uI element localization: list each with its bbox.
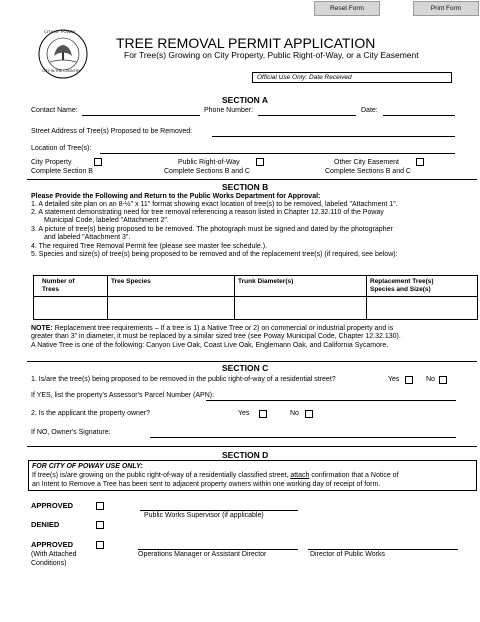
col-header-number-1: Number of bbox=[42, 278, 75, 285]
note-line-3: A Native Tree is one of the following: Canyon Live Oak, Coast Live Oak, Englemann Oak, and California Sycamore. bbox=[31, 342, 389, 349]
conditions-label: Conditions) bbox=[31, 560, 67, 567]
section-b-title: SECTION B bbox=[222, 182, 269, 192]
city-easement-sub-label: Complete Sections B and C bbox=[325, 168, 411, 175]
official-use-box bbox=[252, 72, 452, 83]
contact-name-label: Contact Name: bbox=[31, 107, 78, 114]
col-header-replacement-1: Replacement Tree(s) bbox=[370, 278, 434, 285]
q2-yes-checkbox[interactable] bbox=[259, 410, 267, 418]
apn-label: If YES, list the property's Assessor's Parcel Number (APN): bbox=[31, 392, 215, 399]
city-use-text-2: an Intent to Remove a Tree has been sent to adjacent property owners within one working day of receipt of form. bbox=[32, 481, 381, 488]
city-property-sub-label: Complete Section B bbox=[31, 168, 93, 175]
city-use-box bbox=[28, 460, 477, 491]
col-header-species: Tree Species bbox=[111, 278, 151, 285]
approved-checkbox[interactable] bbox=[96, 502, 104, 510]
item-2-line-1: 2. A statement demonstrating need for tree removal referencing a reason listed in Chapter 12.32.110 of the Poway bbox=[31, 209, 384, 216]
supervisor-signature-line[interactable] bbox=[140, 510, 298, 511]
table-header-divider bbox=[34, 296, 477, 297]
q1-no-checkbox[interactable] bbox=[439, 376, 447, 384]
city-use-title: FOR CITY OF POWAY USE ONLY: bbox=[32, 463, 143, 470]
seal-bottom-text: CITY IN THE COUNTRY bbox=[42, 69, 81, 73]
q1-yes-checkbox[interactable] bbox=[405, 376, 413, 384]
approved-with-conditions-label: APPROVED bbox=[31, 540, 74, 549]
table-col-divider bbox=[234, 276, 235, 319]
question-2: 2. Is the applicant the property owner? bbox=[31, 410, 151, 417]
street-address-field[interactable] bbox=[212, 136, 455, 137]
city-property-label: City Property bbox=[31, 159, 72, 166]
right-of-way-label: Public Right-of-Way bbox=[178, 159, 240, 166]
location-label: Location of Tree(s): bbox=[31, 145, 92, 152]
street-address-label: Street Address of Tree(s) Proposed to be Removed: bbox=[31, 128, 193, 135]
section-b-divider bbox=[27, 179, 477, 180]
page-subtitle: For Tree(s) Growing on City Property, Public Right-of-Way, or a City Easement bbox=[124, 50, 419, 60]
section-d-divider bbox=[27, 446, 477, 447]
official-use-label: Official Use Only: Date Received bbox=[257, 74, 352, 81]
location-field[interactable] bbox=[100, 153, 455, 154]
section-d-title: SECTION D bbox=[222, 450, 269, 460]
owner-signature-label: If NO, Owner's Signature: bbox=[31, 429, 111, 436]
city-use-text-1: If tree(s) is/are growing on the public right-of-way of a residentially classified street, attach confirmation that a Notice of bbox=[32, 472, 399, 479]
right-of-way-sub-label: Complete Sections B and C bbox=[164, 168, 250, 175]
date-field[interactable] bbox=[383, 115, 455, 116]
item-2-line-2: Municipal Code, labeled "Attachment 2". bbox=[44, 217, 169, 224]
col-header-number-2: Trees bbox=[42, 286, 59, 293]
q1-no-label: No bbox=[426, 376, 435, 383]
right-of-way-checkbox[interactable] bbox=[256, 158, 264, 166]
manager-signature-label: Operations Manager or Assistant Director bbox=[138, 551, 267, 558]
denied-label: DENIED bbox=[31, 520, 60, 529]
section-c-title: SECTION C bbox=[222, 363, 269, 373]
contact-name-field[interactable] bbox=[82, 115, 200, 116]
date-label: Date: bbox=[361, 107, 378, 114]
city-easement-label: Other City Easement bbox=[334, 159, 399, 166]
item-5: 5. Species and size(s) of tree(s) being proposed to be removed and of the replacement tree(s) (if required, see below): bbox=[31, 251, 398, 258]
print-form-button[interactable]: Print Form bbox=[413, 1, 479, 16]
table-col-divider bbox=[107, 276, 108, 319]
city-property-checkbox[interactable] bbox=[94, 158, 102, 166]
reset-form-button[interactable]: Reset Form bbox=[314, 1, 380, 16]
section-c-divider bbox=[27, 361, 477, 362]
with-attached-label: (With Attached bbox=[31, 551, 77, 558]
seal-top-text: CITY OF POWAY bbox=[44, 29, 76, 34]
director-signature-label: Director of Public Works bbox=[310, 551, 385, 558]
director-signature-line[interactable] bbox=[308, 549, 458, 550]
phone-number-label: Phone Number: bbox=[204, 107, 254, 114]
question-1: 1. Is/are the tree(s) being proposed to be removed in the public right-of-way of a residential street? bbox=[31, 376, 336, 383]
manager-signature-line[interactable] bbox=[138, 549, 298, 550]
owner-signature-field[interactable] bbox=[150, 437, 456, 438]
note-line-1: NOTE: Replacement tree requirements – If a tree is 1) a Native Tree or 2) on commercial or industrial property and is bbox=[31, 325, 394, 332]
denied-checkbox[interactable] bbox=[96, 521, 104, 529]
section-b-instruction: Please Provide the Following and Return to the Public Works Department for Approval: bbox=[31, 193, 321, 200]
supervisor-signature-label: Public Works Supervisor (if applicable) bbox=[144, 512, 264, 519]
table-col-divider bbox=[366, 276, 367, 319]
city-easement-checkbox[interactable] bbox=[416, 158, 424, 166]
col-header-diameter: Trunk Diameter(s) bbox=[238, 278, 294, 285]
tree-table bbox=[33, 275, 478, 320]
q2-no-checkbox[interactable] bbox=[305, 410, 313, 418]
phone-number-field[interactable] bbox=[258, 115, 356, 116]
col-header-replacement-2: Species and Size(s) bbox=[370, 286, 431, 293]
approved-label: APPROVED bbox=[31, 501, 74, 510]
q1-yes-label: Yes bbox=[388, 376, 400, 383]
item-3-line-2: and labeled "Attachment 3". bbox=[44, 234, 131, 241]
q2-yes-label: Yes bbox=[238, 410, 250, 417]
section-a-title: SECTION A bbox=[222, 95, 268, 105]
item-3-line-1: 3. A picture of tree(s) being proposed to be removed. The photograph must be signed and dated by the photographer bbox=[31, 226, 393, 233]
approved-with-conditions-checkbox[interactable] bbox=[96, 541, 104, 549]
q2-no-label: No bbox=[290, 410, 299, 417]
note-line-2: greater than 3" in diameter, it must be replaced by a similar sized tree (see Poway Municipal Code, Chapter 12.32.130). bbox=[31, 333, 401, 340]
apn-field[interactable] bbox=[206, 400, 456, 401]
item-1: 1. A detailed site plan on an 8-½" x 11" format showing exact location of tree(s) to be removed, labeled "Attachment 1". bbox=[31, 201, 398, 208]
item-4: 4. The required Tree Removal Permit fee (please see master fee schedule.). bbox=[31, 243, 268, 250]
page-title: TREE REMOVAL PERMIT APPLICATION bbox=[116, 35, 376, 51]
